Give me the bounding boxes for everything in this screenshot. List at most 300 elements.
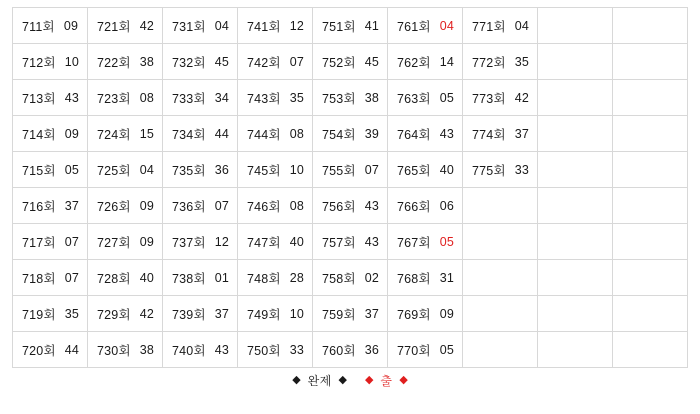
diamond-icon-red-right: ◆ [399,374,408,386]
round-cell[interactable] [163,80,238,116]
round-label: 727회 [97,235,131,250]
round-cell[interactable] [163,152,238,188]
empty-cell [613,332,688,368]
round-cell-content [322,305,378,323]
empty-cell [613,8,688,44]
round-cell-content [397,233,453,251]
round-cell-content [172,53,228,71]
round-value: 35 [289,90,305,105]
round-cell-content [22,161,78,179]
round-value: 38 [139,342,155,357]
round-value: 06 [439,198,455,213]
round-value: 43 [214,342,230,357]
round-value: 37 [514,126,530,141]
round-label: 750회 [247,343,281,358]
round-label: 757회 [322,235,356,250]
round-label: 763회 [397,91,431,106]
round-cell-content [97,125,153,143]
round-cell[interactable] [13,152,88,188]
empty-cell [463,332,538,368]
round-label: 746회 [247,199,281,214]
round-cell[interactable] [313,116,388,152]
round-cell[interactable] [13,188,88,224]
diamond-icon-red-left: ◆ [364,374,374,386]
round-cell-content [22,269,78,287]
empty-cell [613,296,688,332]
round-value: 45 [364,54,380,69]
round-cell[interactable] [238,224,313,260]
round-value: 01 [214,270,230,285]
round-cell[interactable] [313,188,388,224]
round-label: 731회 [172,19,206,34]
round-label: 736회 [172,199,206,214]
round-value: 10 [289,306,305,321]
round-cell[interactable] [238,44,313,80]
round-label: 714회 [22,127,56,142]
round-value: 02 [364,270,380,285]
round-cell[interactable] [313,8,388,44]
round-value: 37 [64,198,80,213]
round-cell[interactable] [388,152,463,188]
round-label: 755회 [322,163,356,178]
round-label: 761회 [397,19,431,34]
round-cell-content [472,125,528,143]
round-cell-content [397,89,453,107]
legend [0,372,700,389]
round-cell[interactable] [13,8,88,44]
round-cell-content [472,89,528,107]
round-cell-content [22,89,78,107]
round-cell[interactable] [13,44,88,80]
round-value: 35 [64,306,80,321]
round-label: 724회 [97,127,131,142]
empty-cell [463,188,538,224]
round-cell-content [247,17,303,35]
round-label: 747회 [247,235,281,250]
round-value: 34 [214,90,230,105]
round-cell[interactable] [463,8,538,44]
round-cell[interactable] [388,44,463,80]
empty-cell [613,152,688,188]
round-cell[interactable] [463,44,538,80]
empty-cell [613,80,688,116]
round-cell[interactable] [463,80,538,116]
round-cell[interactable] [163,332,238,368]
round-cell[interactable] [238,152,313,188]
round-value: 40 [139,270,155,285]
round-value: 09 [439,306,455,321]
round-value: 04 [139,162,155,177]
round-label: 739회 [172,307,206,322]
round-value: 07 [289,54,305,69]
round-label: 716회 [22,199,56,214]
round-cell[interactable] [313,44,388,80]
empty-cell [538,152,613,188]
empty-cell [538,224,613,260]
round-cell[interactable] [163,188,238,224]
round-cell-content [247,305,303,323]
round-cell-content [97,197,153,215]
round-value: 15 [139,126,155,141]
round-cell[interactable] [238,188,313,224]
round-label: 720회 [22,343,56,358]
round-cell-content [172,269,228,287]
round-label: 748회 [247,271,281,286]
round-cell-content [247,53,303,71]
round-cell-content [397,305,453,323]
round-cell[interactable] [238,260,313,296]
table-row [13,116,688,152]
round-value: 08 [289,126,305,141]
round-cell[interactable] [313,296,388,332]
round-value: 38 [364,90,380,105]
round-cell-content [172,197,228,215]
round-cell-content [22,341,78,359]
round-cell[interactable] [388,188,463,224]
round-cell[interactable] [88,188,163,224]
round-label: 769회 [397,307,431,322]
round-value: 08 [139,90,155,105]
empty-cell [538,188,613,224]
round-label: 770회 [397,343,431,358]
round-label: 772회 [472,55,506,70]
empty-cell [538,296,613,332]
round-label: 771회 [472,19,506,34]
round-cell[interactable] [463,152,538,188]
round-value: 31 [439,270,455,285]
round-cell-content [22,53,78,71]
table-row [13,188,688,224]
round-label: 745회 [247,163,281,178]
round-label: 732회 [172,55,206,70]
round-label: 725회 [97,163,131,178]
table-row [13,260,688,296]
round-cell-content [397,341,453,359]
round-cell-content [97,269,153,287]
round-cell-content [472,17,528,35]
round-value: 09 [139,198,155,213]
round-cell[interactable] [163,44,238,80]
round-cell-content [97,89,153,107]
round-cell[interactable] [163,8,238,44]
round-value: 43 [439,126,455,141]
round-label: 756회 [322,199,356,214]
round-label: 742회 [247,55,281,70]
table-row [13,8,688,44]
round-label: 722회 [97,55,131,70]
round-cell-content [97,233,153,251]
round-cell[interactable] [313,80,388,116]
round-cell-content [322,17,378,35]
round-cell-content [322,341,378,359]
round-label: 734회 [172,127,206,142]
round-label: 721회 [97,19,131,34]
round-cell-content [397,125,453,143]
rounds-table [12,7,688,368]
diamond-icon-mid: ◆ [338,374,347,386]
round-cell[interactable] [88,116,163,152]
round-cell[interactable] [238,296,313,332]
round-label: 718회 [22,271,56,286]
round-value: 10 [64,54,80,69]
round-label: 717회 [22,235,56,250]
round-cell[interactable] [13,80,88,116]
round-cell-content [397,161,453,179]
round-value: 09 [139,234,155,249]
round-cell[interactable] [13,224,88,260]
round-cell[interactable] [88,8,163,44]
round-cell[interactable] [88,260,163,296]
round-cell-content [397,53,453,71]
round-cell[interactable] [238,116,313,152]
empty-cell [538,116,613,152]
round-label: 740회 [172,343,206,358]
round-cell-content [172,89,228,107]
round-label: 738회 [172,271,206,286]
round-value: 07 [64,234,80,249]
round-label: 730회 [97,343,131,358]
round-value: 36 [364,342,380,357]
round-label: 775회 [472,163,506,178]
round-cell-content [97,161,153,179]
round-value: 37 [214,306,230,321]
round-label: 765회 [397,163,431,178]
round-value: 04 [439,18,455,33]
round-cell-content [322,233,378,251]
round-label: 766회 [397,199,431,214]
round-value: 45 [214,54,230,69]
round-cell[interactable] [163,296,238,332]
round-label: 749회 [247,307,281,322]
round-value: 35 [514,54,530,69]
round-cell-content [322,89,378,107]
round-value: 10 [289,162,305,177]
empty-cell [613,44,688,80]
round-value: 41 [364,18,380,33]
round-cell[interactable] [313,224,388,260]
empty-cell [538,260,613,296]
round-cell-content [322,269,378,287]
round-value: 43 [64,90,80,105]
round-cell-content [247,233,303,251]
round-cell-content [22,125,78,143]
table-row [13,152,688,188]
round-label: 753회 [322,91,356,106]
round-cell[interactable] [388,116,463,152]
round-cell-content [247,89,303,107]
round-cell[interactable] [88,80,163,116]
round-cell-content [97,341,153,359]
round-value: 43 [364,234,380,249]
round-value: 38 [139,54,155,69]
round-label: 743회 [247,91,281,106]
empty-cell [538,332,613,368]
round-value: 12 [214,234,230,249]
round-value: 04 [514,18,530,33]
empty-cell [538,8,613,44]
table-row [13,224,688,260]
empty-cell [463,296,538,332]
round-label: 752회 [322,55,356,70]
round-value: 07 [64,270,80,285]
round-label: 768회 [397,271,431,286]
legend-label-out: 출 [380,374,393,388]
table-row [13,332,688,368]
round-value: 33 [514,162,530,177]
round-label: 728회 [97,271,131,286]
round-cell-content [397,269,453,287]
round-cell[interactable] [163,260,238,296]
round-label: 759회 [322,307,356,322]
round-value: 39 [364,126,380,141]
round-cell-content [97,53,153,71]
empty-cell [613,260,688,296]
round-cell[interactable] [463,116,538,152]
round-cell-content [22,17,78,35]
round-cell[interactable] [88,152,163,188]
round-label: 735회 [172,163,206,178]
round-label: 711회 [22,19,55,34]
round-cell[interactable] [313,152,388,188]
round-cell-content [172,305,228,323]
round-value: 09 [64,126,80,141]
round-cell[interactable] [88,296,163,332]
round-value: 40 [439,162,455,177]
round-cell-content [247,341,303,359]
round-label: 726회 [97,199,131,214]
round-label: 719회 [22,307,56,322]
round-cell[interactable] [88,332,163,368]
round-value: 05 [439,234,455,249]
round-cell[interactable] [388,260,463,296]
round-label: 712회 [22,55,56,70]
round-cell-content [172,161,228,179]
round-cell[interactable] [388,296,463,332]
empty-cell [463,224,538,260]
empty-cell [538,44,613,80]
round-label: 713회 [22,91,56,106]
table-row [13,80,688,116]
round-cell-content [247,269,303,287]
round-cell-content [172,341,228,359]
round-cell[interactable] [13,116,88,152]
legend-label-complete: 완제 [307,374,332,388]
round-label: 762회 [397,55,431,70]
round-cell-content [472,53,528,71]
round-value: 33 [289,342,305,357]
empty-cell [613,224,688,260]
round-value: 14 [439,54,455,69]
round-cell[interactable] [388,80,463,116]
round-value: 08 [289,198,305,213]
round-cell[interactable] [388,8,463,44]
round-label: 733회 [172,91,206,106]
round-cell-content [322,53,378,71]
round-value: 05 [439,342,455,357]
table-row [13,44,688,80]
round-label: 767회 [397,235,431,250]
round-cell[interactable] [313,260,388,296]
round-cell-content [172,17,228,35]
round-cell[interactable] [238,8,313,44]
round-value: 42 [514,90,530,105]
round-cell-content [97,17,153,35]
round-value: 04 [214,18,230,33]
round-value: 37 [364,306,380,321]
round-cell[interactable] [13,296,88,332]
round-cell-content [322,197,378,215]
empty-cell [613,188,688,224]
round-label: 760회 [322,343,356,358]
round-cell[interactable] [388,332,463,368]
round-value: 07 [364,162,380,177]
round-cell-content [472,161,528,179]
round-cell-content [397,17,453,35]
round-label: 741회 [247,19,281,34]
round-cell[interactable] [88,224,163,260]
round-label: 737회 [172,235,206,250]
round-value: 09 [63,18,79,33]
round-value: 44 [214,126,230,141]
round-cell[interactable] [163,116,238,152]
round-cell[interactable] [13,260,88,296]
round-value: 42 [139,18,155,33]
empty-cell [613,116,688,152]
round-label: 773회 [472,91,506,106]
round-cell-content [247,125,303,143]
round-label: 751회 [322,19,356,34]
round-label: 744회 [247,127,281,142]
round-cell-content [97,305,153,323]
round-cell-content [172,233,228,251]
round-cell[interactable] [238,80,313,116]
round-value: 07 [214,198,230,213]
round-value: 36 [214,162,230,177]
round-cell[interactable] [388,224,463,260]
table-row [13,296,688,332]
round-cell[interactable] [313,332,388,368]
round-cell[interactable] [13,332,88,368]
round-value: 43 [364,198,380,213]
lottery-number-sheet [12,7,688,368]
round-label: 764회 [397,127,431,142]
round-cell[interactable] [163,224,238,260]
round-value: 28 [289,270,305,285]
round-value: 42 [139,306,155,321]
round-value: 05 [64,162,80,177]
round-label: 715회 [22,163,56,178]
empty-cell [538,80,613,116]
round-value: 05 [439,90,455,105]
rounds-table-body [13,8,688,368]
round-cell-content [22,233,78,251]
round-value: 12 [289,18,305,33]
round-label: 754회 [322,127,356,142]
diamond-icon-left: ◆ [292,374,301,386]
round-cell[interactable] [238,332,313,368]
round-cell[interactable] [88,44,163,80]
round-cell-content [322,125,378,143]
round-label: 758회 [322,271,356,286]
round-value: 40 [289,234,305,249]
empty-cell [463,260,538,296]
round-value: 44 [64,342,80,357]
round-cell-content [22,197,78,215]
round-cell-content [172,125,228,143]
round-cell-content [22,305,78,323]
round-cell-content [247,161,303,179]
round-label: 774회 [472,127,506,142]
